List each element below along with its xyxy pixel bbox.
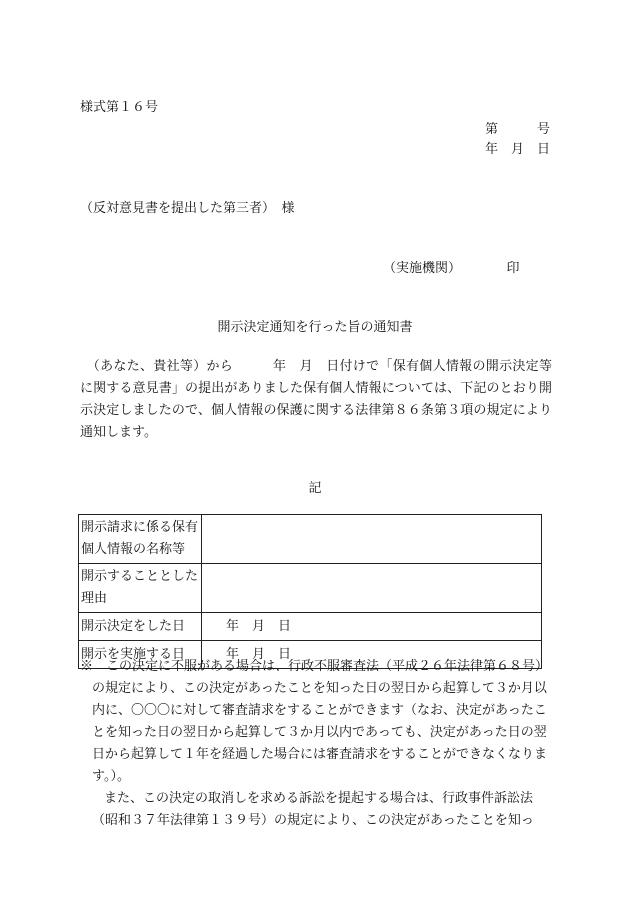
sender-organization: （実施機関） 印 xyxy=(383,261,520,276)
info-table xyxy=(78,514,542,669)
ki-heading: 記 xyxy=(308,481,322,496)
row-label: 開示請求に係る保有個人情報の名称等 xyxy=(79,515,202,564)
table-row xyxy=(79,613,542,641)
row-label: 開示することとした理由 xyxy=(79,564,202,613)
row-value xyxy=(202,564,542,613)
row-value: 年 月 日 xyxy=(202,641,542,669)
body-paragraph: （あなた、貴社等）から 年 月 日付けで「保有個人情報の開示決定等に関する意見書」の提出がありました保有個人情報については、下記のとおり開示決定しましたので、個人情報の保護に関する法律第８６条第３項の規定により通知します。 xyxy=(80,359,552,440)
addressee: （反対意見書を提出した第三者） 様 xyxy=(80,201,295,216)
document-date: 年 月 日 xyxy=(485,142,551,157)
row-label: 開示決定をした日 xyxy=(79,613,202,641)
form-number: 様式第１６号 xyxy=(80,100,159,115)
notes-section xyxy=(80,656,552,832)
row-label: 開示を実施する日 xyxy=(79,641,202,669)
note-lawsuit: また、この決定の取消しを求める訴訟を提起する場合は、行政事件訴訟法（昭和３７年法律第１３９号）の規定により、この決定があったことを知っ xyxy=(92,791,534,828)
document-number: 第 号 xyxy=(485,122,551,137)
table-row xyxy=(79,515,542,564)
document-title: 開示決定通知を行った旨の通知書 xyxy=(217,320,413,335)
row-value xyxy=(202,515,542,564)
table-row xyxy=(79,564,542,613)
note-appeal: ※ この決定に不服がある場合は、行政不服審査法（平成２６年法律第６８号）の規定により、この決定があったことを知った日の翌日から起算して３か月以内に、〇〇〇に対して審査請求をすることができます（なお、決定があったことを知った日の翌日から起算して３か月以内であっても、決定があった日の翌日から起算して１年を経過した場合には審査請求をすることができなくなります。）。 xyxy=(80,659,549,784)
row-value: 年 月 日 xyxy=(202,613,542,641)
